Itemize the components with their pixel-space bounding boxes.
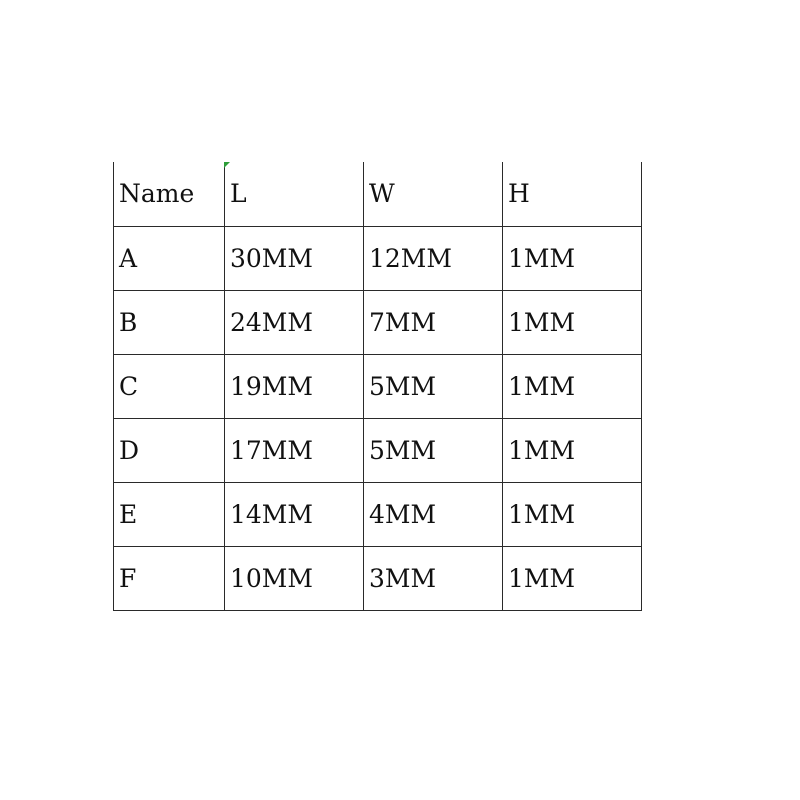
header-cell-name[interactable]: Name — [114, 162, 225, 226]
table-cell[interactable]: C — [114, 354, 225, 418]
table-cell[interactable]: 10MM — [225, 546, 364, 610]
table-row — [114, 546, 642, 610]
table-cell[interactable]: 1MM — [503, 226, 642, 290]
table-header-row — [114, 162, 642, 226]
table-cell[interactable]: E — [114, 482, 225, 546]
table-row — [114, 354, 642, 418]
table-cell[interactable]: 1MM — [503, 546, 642, 610]
table-cell[interactable]: B — [114, 290, 225, 354]
header-cell-l[interactable]: L — [225, 162, 364, 226]
table-cell[interactable]: 5MM — [364, 354, 503, 418]
table-cell[interactable]: 24MM — [225, 290, 364, 354]
table-row — [114, 482, 642, 546]
table-row — [114, 418, 642, 482]
table-cell[interactable]: 3MM — [364, 546, 503, 610]
table-row — [114, 226, 642, 290]
cell-comment-marker-icon — [224, 162, 230, 168]
table-cell[interactable]: 1MM — [503, 418, 642, 482]
table-cell[interactable]: 12MM — [364, 226, 503, 290]
table-cell[interactable]: D — [114, 418, 225, 482]
table-cell[interactable]: 17MM — [225, 418, 364, 482]
table-cell[interactable]: F — [114, 546, 225, 610]
dimensions-table — [113, 162, 642, 611]
table-cell[interactable]: 1MM — [503, 354, 642, 418]
table-cell[interactable]: 19MM — [225, 354, 364, 418]
table-row — [114, 290, 642, 354]
table-cell[interactable]: 14MM — [225, 482, 364, 546]
table-cell[interactable]: 5MM — [364, 418, 503, 482]
table-cell[interactable]: A — [114, 226, 225, 290]
table-cell[interactable]: 30MM — [225, 226, 364, 290]
header-cell-w[interactable]: W — [364, 162, 503, 226]
header-cell-h[interactable]: H — [503, 162, 642, 226]
table-cell[interactable]: 1MM — [503, 290, 642, 354]
table-cell[interactable]: 7MM — [364, 290, 503, 354]
table-cell[interactable]: 4MM — [364, 482, 503, 546]
table-cell[interactable]: 1MM — [503, 482, 642, 546]
spreadsheet-table-area — [113, 162, 642, 611]
